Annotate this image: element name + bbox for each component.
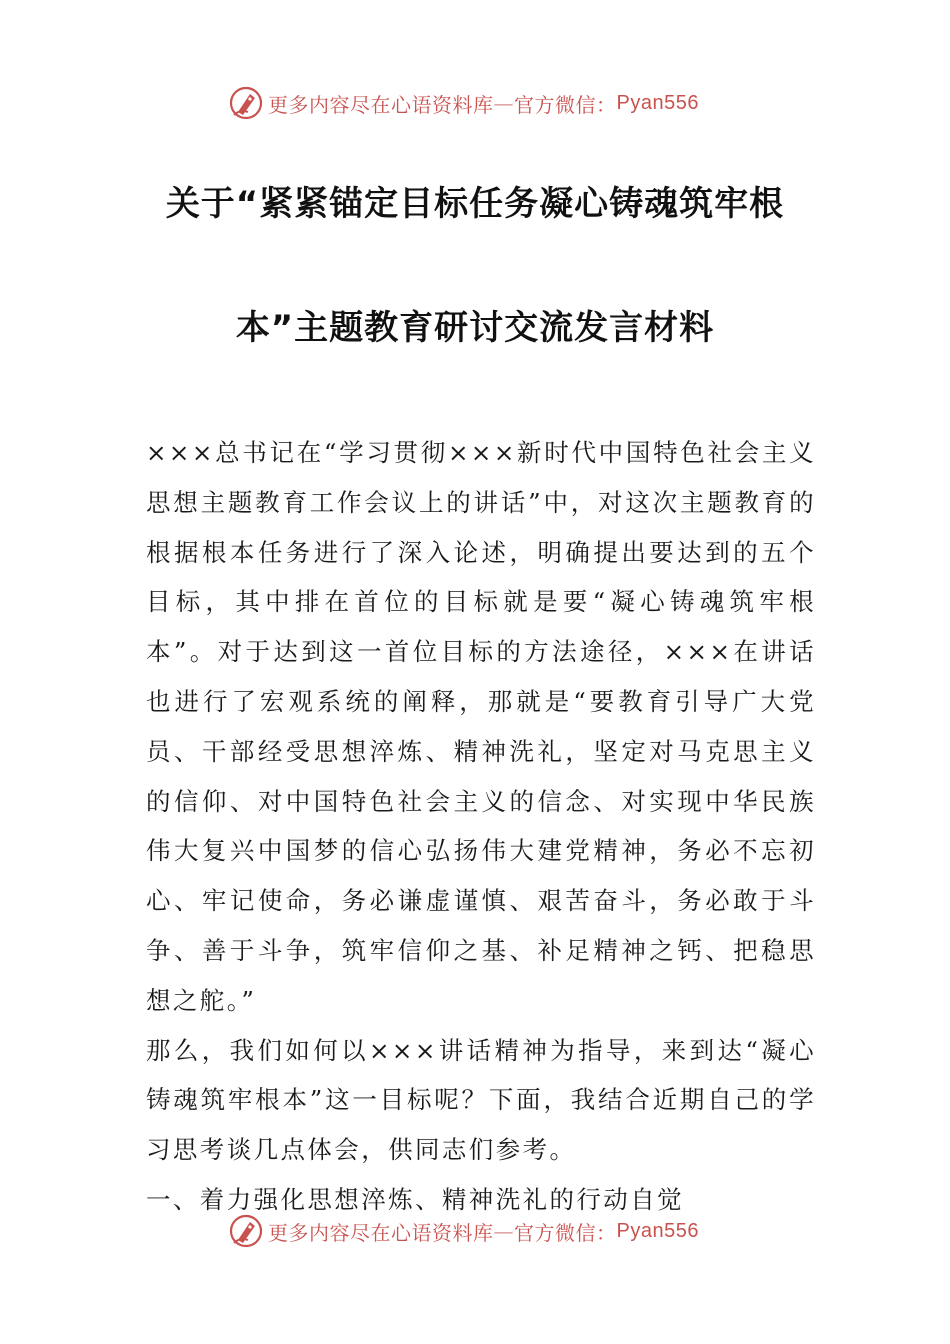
watermark-id: Pyan556	[616, 1219, 699, 1242]
watermark-id: Pyan556	[616, 91, 699, 114]
document-title-line-1: 关于“紧紧锚定目标任务凝心铸魂筑牢根	[165, 184, 785, 224]
watermark-header	[228, 83, 699, 123]
document-body	[146, 428, 816, 1225]
section-heading: 一、着力强化思想淬炼、精神洗礼的行动自觉	[146, 1184, 684, 1214]
watermark-separator: —	[493, 91, 514, 115]
pen-nib-logo-icon	[228, 85, 264, 121]
document-title-line-2: 本”主题教育研讨交流发言材料	[235, 308, 715, 348]
watermark-official-label: 官方微信：	[514, 1220, 617, 1245]
watermark-brand: 更多内容尽在心语资料库	[268, 92, 494, 117]
body-paragraph: ×××总书记在“学习贯彻×××新时代中国特色社会主义思想主题教育工作会议上的讲话”中，对这次主题教育的根据根本任务进行了深入论述，明确提出要达到的五个目标，其中排在首位的目标就是要“凝心铸魂筑牢根本”。对于达到这一首位目标的方法途径，×××在讲话也进行了宏观系统的阐释，那就是“要教育引导广大党员、干部经受思想淬炼、精神洗礼，坚定对马克思主义的信仰、对中国特色社会主义的信念、对实现中华民族伟大复兴中国梦的信心弘扬伟大建党精神，务必不忘初心、牢记使命，务必谦虚谨慎、艰苦奋斗，务必敢于斗争、善于斗争，筑牢信仰之基、补足精神之钙、把稳思想之舵。”	[146, 438, 816, 1015]
watermark-official-label: 官方微信：	[514, 92, 617, 117]
watermark-footer	[228, 1211, 699, 1251]
pen-nib-logo-icon	[228, 1213, 264, 1249]
watermark-brand: 更多内容尽在心语资料库	[268, 1220, 494, 1245]
body-paragraph: 那么，我们如何以×××讲话精神为指导，来到达“凝心铸魂筑牢根本”这一目标呢？下面，我结合近期自己的学习思考谈几点体会，供同志们参考。	[146, 1035, 816, 1165]
watermark-separator: —	[493, 1219, 514, 1243]
